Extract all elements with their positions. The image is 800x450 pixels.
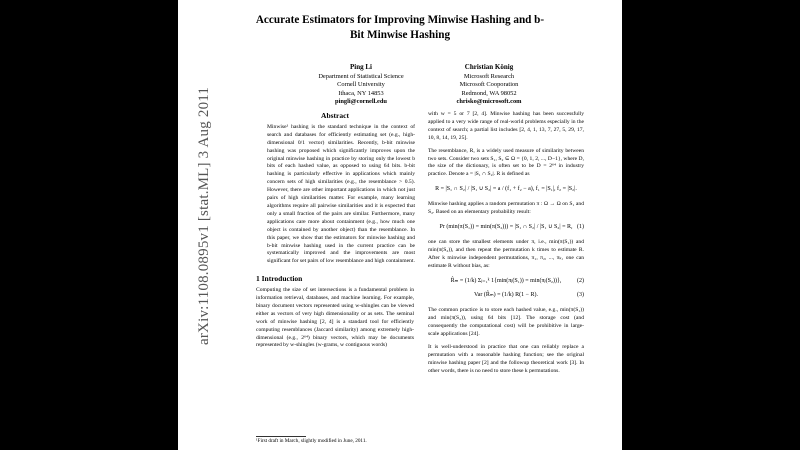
equation-body: R̂ₘ = (1/k) Σⱼ₌₁ᵏ 1{min(πⱼ(S₁)) = min(πⱼ(S₂))}, <box>450 277 562 284</box>
equation-body: Var (R̂ₘ) = (1/k) R(1 − R). <box>474 292 538 299</box>
abstract-body <box>267 124 415 266</box>
body-paragraph: Minwise hashing applies a random permutation π : Ω → Ω on S₁ and S₂. Based on an elementary probability result: <box>428 201 584 216</box>
equation-2 <box>428 278 584 286</box>
right-column <box>428 111 584 376</box>
intro-paragraph: Computing the size of set intersections is a fundamental problem in information retrieval, databases, and machine learning. For example, binary document vectors represented using w-shingles can be viewed either as vectors of very high dimensionality or as sets. The seminal work of minwise hashing [2, 4] is a standard tool for efficiently computing resemblances (Jaccard similarity) among extremely high-dimensional (e.g., 2⁶⁴) binary vectors, which may be documents represented by w-shingles (w-grams, w contiguous words) <box>256 287 414 349</box>
paper-title: Accurate Estimators for Improving Minwise Hashing and b-Bit Minwise Hashing <box>255 14 545 41</box>
arxiv-stamp: arXiv:1108.0895v1 [stat.ML] 3 Aug 2011 <box>196 86 212 345</box>
abstract-heading: Abstract <box>321 111 349 120</box>
author-block-2 <box>399 63 579 107</box>
body-paragraph: one can store the smallest elements under π, i.e., min(π(S₁)) and min(π(S₂)), and then repeat the permutation k times to estimate R. After k minwise independent permutations, π₁, π₂, ..., πₖ, one can estimate R without bias, as: <box>428 238 584 269</box>
author-affiliation-line: Department of Statistical Science <box>318 72 404 80</box>
author-affiliation-line: Cornell University <box>337 81 385 89</box>
equation-1 <box>428 224 584 232</box>
abstract-text: Minwise¹ hashing is the standard technique in the context of search and databases for efficiently estimating set (e.g., high-dimensional 0/1 vector) similarities. Recently, b-bit minwise hashing was proposed which significantly improves upon the original minwise hashing in practice by storing only the lowest b bits of each hashed value, as opposed to using 64 bits. b-bit hashing is particularly effective in applications which mainly concern sets of high similarities (e.g., the resemblance > 0.5). However, there are other important applications in which not just pairs of high similarities matter. For example, many learning algorithms require all pairwise similarities and it is expected that only a small fraction of the pairs are similar. Furthermore, many applications care more about containment (e.g., how much one object is contained by another object) than the resemblance. In this paper, we show that the estimators for minwise hashing and b-bit minwise hashing used in the current practice can be systematically improved and the improvements are most significant for set pairs of low resemblance and high containment. <box>267 123 415 265</box>
equation-number: (1) <box>577 223 584 230</box>
left-column <box>256 112 414 350</box>
author-affiliation-line: Ithaca, NY 14853 <box>338 89 384 97</box>
equation-body: Pr (min(π(S₁)) = min(π(S₂))) = |S₁ ∩ S₂| / |S₁ ∪ S₂| = R, <box>439 223 573 230</box>
section-heading-introduction: 1 Introduction <box>256 274 303 284</box>
author-email[interactable]: chrisko@microsoft.com <box>456 98 522 106</box>
equation-number: (2) <box>577 277 584 284</box>
body-paragraph: with w = 5 or 7 [2, 4]. Minwise hashing has been successfully applied to a very wide range of real-world problems especially in the context of search; a partial list includes [2, 4, 1, 13, 7, 27, 5, 29, 17, 10, 8, 14, 19, 25]. <box>428 111 584 141</box>
equation-resemblance: R = |S₁ ∩ S₂| / |S₁ ∪ S₂| = a / (f₁ + f₂ − a), f₁ = |S₁|, f₂ = |S₂|. <box>435 186 577 193</box>
equation-3 <box>428 292 584 300</box>
body-paragraph: The resemblance, R, is a widely used measure of similarity between two sets. Consider two sets S₁, S₂ ⊆ Ω = {0, 1, 2, ..., D−1}, where D, the size of the dictionary, is often set to be D = 2⁶⁴ in industry practice. Denote a = |S₁ ∩ S₂|. R is defined as <box>428 147 584 178</box>
author-affiliation-line: Redmond, WA 98052 <box>461 89 517 97</box>
footnote: ¹First draft in March, slightly modified in June, 2011. <box>256 438 367 444</box>
author-affiliation-line: Microsoft Cooporation <box>459 81 519 89</box>
footnote-rule <box>256 436 306 437</box>
author-affiliation-line: Microsoft Research <box>463 72 515 80</box>
author-email[interactable]: pingli@cornell.edu <box>335 98 387 106</box>
equation-number: (3) <box>577 292 584 299</box>
author-name: Ping Li <box>350 63 372 71</box>
author-name: Christian König <box>464 63 514 71</box>
body-paragraph: The common practice is to store each hashed value, e.g., min(π(S₁)) and min(π(S₂)), using 64 bits [12]. The storage cost (and consequently the computational cost) will be prohibitive in large-scale applications [24]. <box>428 307 584 338</box>
body-paragraph: It is well-understood in practice that one can reliably replace a permutation with a reasonable hashing function; see the original minwise hashing paper [2] and the followup theoretical work [3]. In other words, there is no need to store these k permutations. <box>428 343 584 374</box>
